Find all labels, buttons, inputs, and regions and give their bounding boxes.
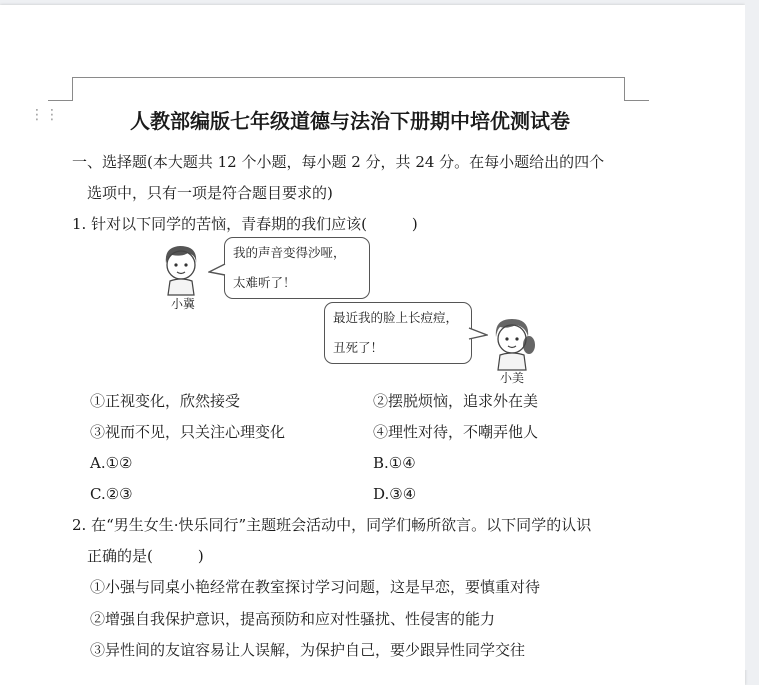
drag-handle-icon[interactable]: ⋮⋮ [30,107,60,123]
q2-statement-3: ③异性间的友谊容易让人误解，为保护自己，要少跟异性同学交往 [90,641,526,659]
boy-speech-bubble [224,237,370,299]
vertical-scrollbar[interactable] [745,0,759,670]
q2-statement-2: ②增强自我保护意识，提高预防和应对性骚扰、性侵害的能力 [90,610,496,628]
header-margin-left [48,100,73,101]
section-heading-line2: 选项中，只有一项是符合题目要求的) [87,184,333,202]
header-corner-right [624,77,625,101]
boy-name: 小冀 [171,297,196,311]
boy-bubble-line2: 太难听了！ [233,275,296,290]
header-corner-left [72,77,73,101]
question-2-stem-line2: 正确的是( ) [87,547,204,565]
boy-bubble-line1: 我的声音变得沙哑， [233,245,346,260]
girl-bubble-line1: 最近我的脸上长痘痘， [333,310,459,325]
document-page [0,5,745,685]
girl-bubble-tail [468,327,488,341]
section-heading-line1: 一、选择题(本大题共 12 个小题，每小题 2 分，共 24 分。在每小题给出的四个 [72,153,605,171]
q1-option-a: A.①② [90,454,133,472]
girl-figure-icon [486,315,538,371]
question-1-stem: 1. 针对以下同学的苦恼，青春期的我们应该( ) [72,215,418,233]
girl-speech-bubble [324,302,472,364]
q1-option-c: C.②③ [90,485,133,503]
q1-statement-2: ②摆脱烦恼，追求外在美 [373,392,539,410]
q1-option-d: D.③④ [373,485,417,503]
q1-statement-4: ④理性对待，不嘲弄他人 [373,423,539,441]
q1-statement-1: ①正视变化，欣然接受 [90,392,241,410]
header-margin-right [624,100,649,101]
page-title: 人教部编版七年级道德与法治下册期中培优测试卷 [130,109,570,133]
q1-statement-3: ③视而不见，只关注心理变化 [90,423,286,441]
girl-bubble-line2: 丑死了！ [333,340,384,355]
girl-name: 小美 [500,371,525,385]
q2-statement-1: ①小强与同桌小艳经常在教室探讨学习问题，这是早恋，要慎重对待 [90,578,541,596]
q1-option-b: B.①④ [373,454,416,472]
header-rule [72,77,625,78]
boy-bubble-tail [208,263,226,277]
boy-figure-icon [160,243,202,297]
question-2-stem-line1: 2. 在“男生女生·快乐同行”主题班会活动中，同学们畅所欲言。以下同学的认识 [72,516,592,534]
